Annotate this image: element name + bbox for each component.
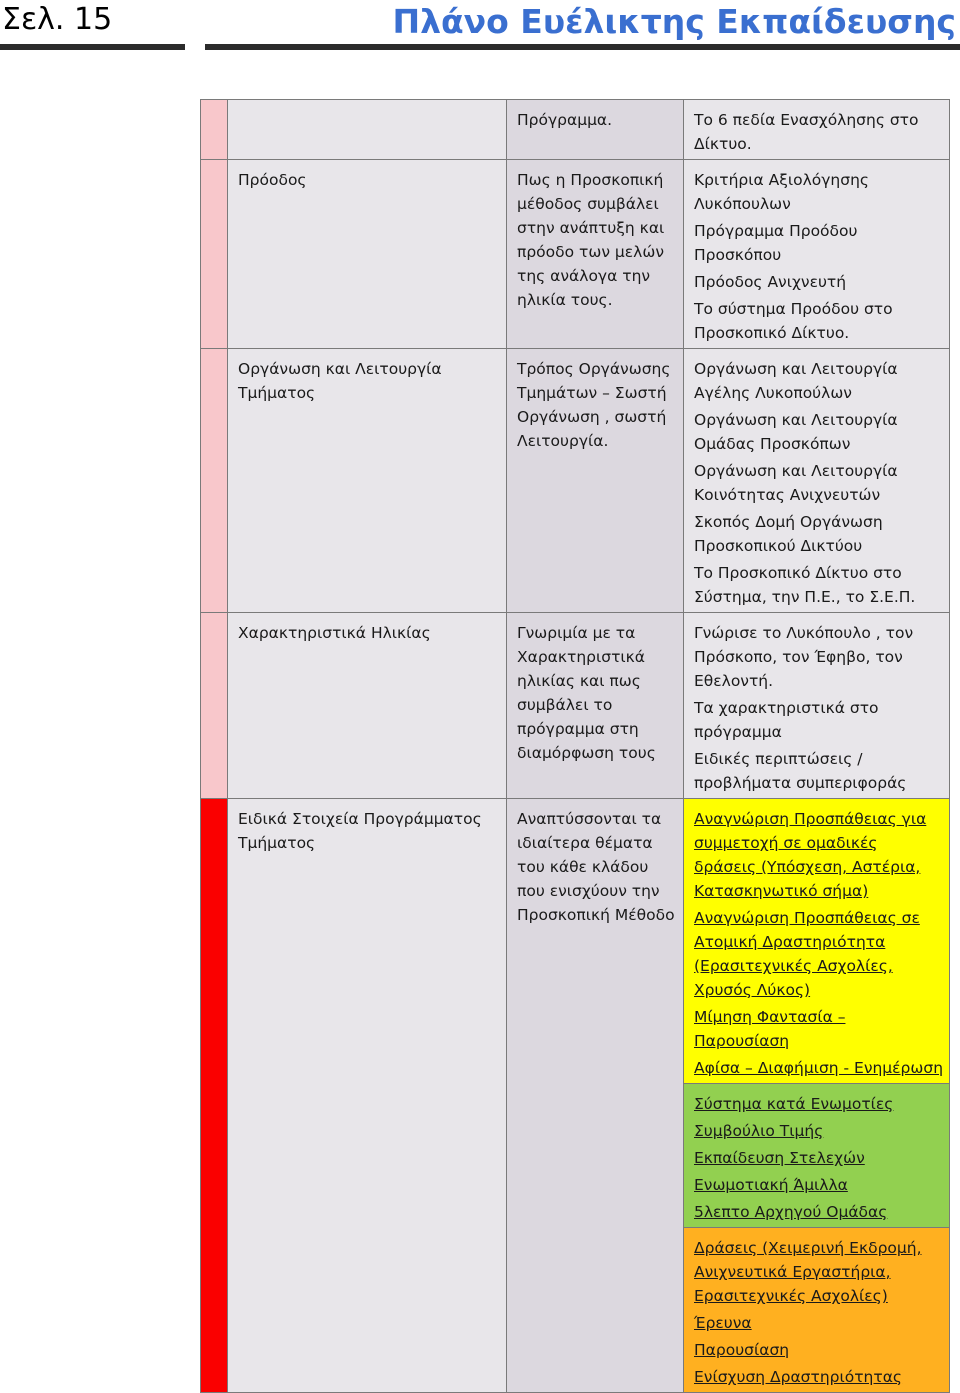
detail-item: Αφίσα – Διαφήμιση - Ενημέρωση xyxy=(694,1059,944,1077)
topic-text: Οργάνωση και Λειτουργία Τμήματος xyxy=(238,360,442,402)
page-number: Σελ. 15 xyxy=(2,2,113,37)
detail-item: Αναγνώριση Προσπάθειας για συμμετοχή σε ομαδικές δράσεις (Υπόσχεση, Αστέρια, Κατασκηνωτικό σήμα) xyxy=(694,810,927,900)
detail-item: Ειδικές περιπτώσεις / προβλήματα συμπεριφοράς xyxy=(694,750,907,792)
page-header xyxy=(0,0,960,56)
detail-item: Συμβούλιο Τιμής xyxy=(694,1122,824,1140)
topic-cell xyxy=(228,613,507,799)
detail-item: Πρόγραμμα Προόδου Προσκόπου xyxy=(694,222,858,264)
detail-item: Αναγνώριση Προσπάθειας σε Ατομική Δραστηριότητα (Ερασιτεχνικές Ασχολίες, Χρυσός Λύκος) xyxy=(694,909,920,999)
detail-item: Παρουσίαση xyxy=(694,1341,790,1359)
detail-item: Σύστημα κατά Ενωμοτίες xyxy=(694,1095,894,1113)
table-row xyxy=(201,349,950,613)
detail-item: Εκπαίδευση Στελεχών xyxy=(694,1149,865,1167)
topic-text: Ειδικά Στοιχεία Προγράμματος Τμήματος xyxy=(238,810,482,852)
topic-text: Χαρακτηριστικά Ηλικίας xyxy=(238,624,431,642)
detail-item: 5λεπτο Αρχηγού Ομάδας xyxy=(694,1203,888,1221)
table-row xyxy=(201,100,950,160)
row-color-strip xyxy=(201,349,228,613)
topic-cell xyxy=(228,160,507,349)
detail-item: Κριτήρια Αξιολόγησης Λυκόπουλων xyxy=(694,171,870,213)
details-cell xyxy=(684,100,950,160)
description-text: Πως η Προσκοπική μέθοδος συμβάλει στην ανάπτυξη και πρόοδο των μελών της ανάλογα την ηλικία τους. xyxy=(517,171,665,309)
description-cell xyxy=(507,613,684,799)
detail-item: Ενωμοτιακή Άμιλλα xyxy=(694,1176,848,1194)
description-text: Πρόγραμμα. xyxy=(517,111,613,129)
detail-item: Οργάνωση και Λειτουργία Αγέλης Λυκοπούλων xyxy=(694,360,898,402)
details-cell xyxy=(684,349,950,613)
description-cell xyxy=(507,100,684,160)
document-title: Πλάνο Ευέλικτης Εκπαίδευσης xyxy=(392,2,956,41)
details-cell xyxy=(684,160,950,349)
row-color-strip xyxy=(201,160,228,349)
header-rule-left xyxy=(0,44,185,50)
detail-item: Έρευνα xyxy=(694,1314,752,1332)
details-cell-green xyxy=(684,1084,950,1228)
table-row xyxy=(201,160,950,349)
detail-item: Τα χαρακτηριστικά στο πρόγραμμα xyxy=(694,699,879,741)
row-color-strip xyxy=(201,100,228,160)
detail-item: Σκοπός Δομή Οργάνωση Προσκοπικού Δικτύου xyxy=(694,513,883,555)
detail-item: Δράσεις (Χειμερινή Εκδρομή, Ανιχνευτικά Εργαστήρια, Ερασιτεχνικές Ασχολίες) xyxy=(694,1239,922,1305)
details-cell-yellow xyxy=(684,799,950,1084)
description-cell xyxy=(507,799,684,1393)
detail-item: Οργάνωση και Λειτουργία Ομάδας Προσκόπων xyxy=(694,411,898,453)
topic-cell xyxy=(228,349,507,613)
description-cell xyxy=(507,349,684,613)
table-row xyxy=(201,613,950,799)
detail-item: Οργάνωση και Λειτουργία Κοινότητας Ανιχνευτών xyxy=(694,462,898,504)
detail-item: Το σύστημα Προόδου στο Προσκοπικό Δίκτυο. xyxy=(694,300,893,342)
detail-item: Γνώρισε το Λυκόπουλο , τον Πρόσκοπο, τον Έφηβο, τον Εθελοντή. xyxy=(694,624,914,690)
table-row xyxy=(201,799,950,1084)
details-cell-orange xyxy=(684,1228,950,1393)
row-color-strip xyxy=(201,613,228,799)
detail-item: Το 6 πεδία Ενασχόλησης στο Δίκτυο. xyxy=(694,111,919,153)
header-rule-right xyxy=(205,44,960,50)
description-text: Τρόπος Οργάνωσης Τμημάτων – Σωστή Οργάνωση , σωστή Λειτουργία. xyxy=(517,360,671,450)
topic-text: Πρόοδος xyxy=(238,171,307,189)
topic-cell xyxy=(228,799,507,1393)
training-plan-table xyxy=(200,99,950,1393)
detail-item: Ενίσχυση Δραστηριότητας xyxy=(694,1368,903,1386)
description-cell xyxy=(507,160,684,349)
topic-cell xyxy=(228,100,507,160)
description-text: Αναπτύσσονται τα ιδιαίτερα θέματα του κάθε κλάδου που ενισχύουν την Προσκοπική Μέθοδο xyxy=(517,810,675,924)
detail-item: Το Προσκοπικό Δίκτυο στο Σύστημα, την Π.Ε., το Σ.Ε.Π. xyxy=(694,564,916,606)
detail-item: Μίμηση Φαντασία – Παρουσίαση xyxy=(694,1008,846,1050)
description-text: Γνωριμία με τα Χαρακτηριστικά ηλικίας και πως συμβάλει το πρόγραμμα στη διαμόρφωση τους xyxy=(517,624,656,762)
row-color-strip xyxy=(201,799,228,1393)
detail-item: Πρόοδος Ανιχνευτή xyxy=(694,273,847,291)
details-cell xyxy=(684,613,950,799)
